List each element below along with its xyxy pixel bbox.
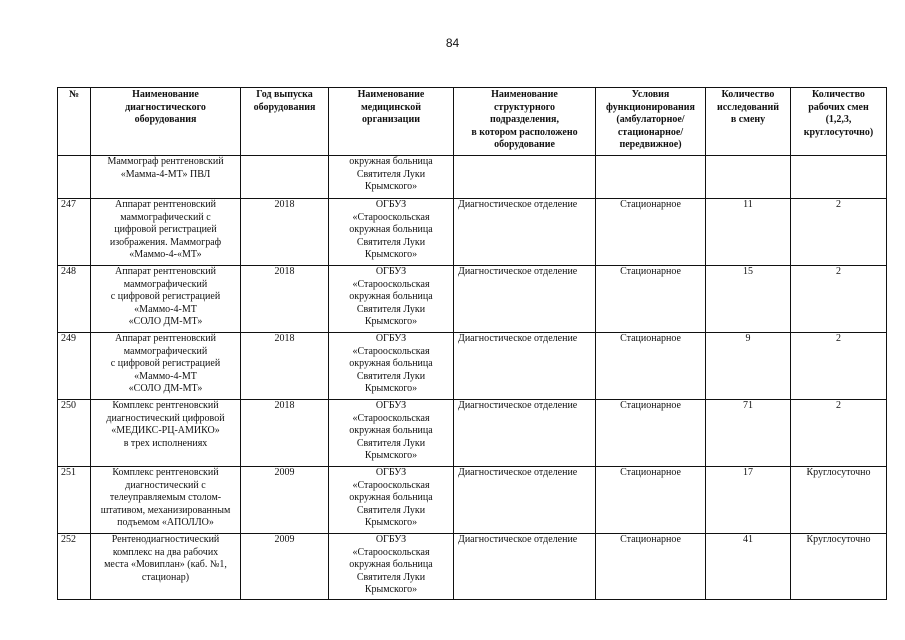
table-header-row xyxy=(58,88,887,156)
cell-count: 15 xyxy=(706,266,791,333)
header-organization: Наименование медицинской организации xyxy=(329,88,454,156)
cell-count: 71 xyxy=(706,400,791,467)
cell-conditions: Стационарное xyxy=(596,400,706,467)
cell-structure: Диагностическое отделение xyxy=(454,534,596,600)
cell-structure: Диагностическое отделение xyxy=(454,333,596,400)
cell-organization: ОГБУЗ «Старооскольская окружная больница Святителя Луки Крымского» xyxy=(329,199,454,266)
cell-equipment: Маммограф рентгеновский «Мамма-4-МТ» ПВЛ xyxy=(91,156,241,199)
cell-count xyxy=(706,156,791,199)
cell-organization: окружная больница Святителя Луки Крымского» xyxy=(329,156,454,199)
header-equipment: Наименование диагностического оборудования xyxy=(91,88,241,156)
cell-shifts: 2 xyxy=(791,199,887,266)
cell-organization: ОГБУЗ «Старооскольская окружная больница Святителя Луки Крымского» xyxy=(329,333,454,400)
cell-equipment: Комплекс рентгеновский диагностический цифровой «МЕДИКС-РЦ-АМИКО» в трех исполнениях xyxy=(91,400,241,467)
cell-conditions: Стационарное xyxy=(596,266,706,333)
cell-shifts: 2 xyxy=(791,400,887,467)
cell-count: 41 xyxy=(706,534,791,600)
cell-shifts: Круглосуточно xyxy=(791,467,887,534)
cell-year: 2018 xyxy=(241,400,329,467)
table-row xyxy=(58,467,887,534)
header-year: Год выпуска оборудования xyxy=(241,88,329,156)
cell-structure: Диагностическое отделение xyxy=(454,467,596,534)
cell-equipment: Рентенодиагностический комплекс на два рабочих места «Мовиплан» (каб. №1, стационар) xyxy=(91,534,241,600)
cell-count: 11 xyxy=(706,199,791,266)
header-structure: Наименование структурного подразделения, в котором расположено оборудование xyxy=(454,88,596,156)
table-row xyxy=(58,400,887,467)
cell-count: 17 xyxy=(706,467,791,534)
cell-organization: ОГБУЗ «Старооскольская окружная больница Святителя Луки Крымского» xyxy=(329,400,454,467)
cell-conditions xyxy=(596,156,706,199)
cell-conditions: Стационарное xyxy=(596,534,706,600)
cell-year: 2018 xyxy=(241,333,329,400)
cell-structure: Диагностическое отделение xyxy=(454,266,596,333)
equipment-table xyxy=(57,87,887,600)
cell-number: 251 xyxy=(58,467,91,534)
cell-year: 2009 xyxy=(241,467,329,534)
cell-count: 9 xyxy=(706,333,791,400)
cell-structure: Диагностическое отделение xyxy=(454,400,596,467)
header-conditions: Условия функционирования (амбулаторное/ стационарное/ передвижное) xyxy=(596,88,706,156)
cell-structure: Диагностическое отделение xyxy=(454,199,596,266)
cell-organization: ОГБУЗ «Старооскольская окружная больница Святителя Луки Крымского» xyxy=(329,534,454,600)
cell-year: 2018 xyxy=(241,266,329,333)
cell-organization: ОГБУЗ «Старооскольская окружная больница Святителя Луки Крымского» xyxy=(329,467,454,534)
cell-year: 2018 xyxy=(241,199,329,266)
table-row xyxy=(58,333,887,400)
cell-conditions: Стационарное xyxy=(596,467,706,534)
cell-equipment: Аппарат рентгеновский маммографический с цифровой регистрацией «Маммо-4-МТ «СОЛО ДМ-МТ» xyxy=(91,266,241,333)
cell-equipment: Аппарат рентгеновский маммографический с цифровой регистрацией «Маммо-4-МТ «СОЛО ДМ-МТ» xyxy=(91,333,241,400)
page-number: 84 xyxy=(445,36,460,50)
table-row xyxy=(58,156,887,199)
cell-number: 248 xyxy=(58,266,91,333)
header-shifts: Количество рабочих смен (1,2,3, круглосуточно) xyxy=(791,88,887,156)
cell-year: 2009 xyxy=(241,534,329,600)
cell-conditions: Стационарное xyxy=(596,333,706,400)
cell-organization: ОГБУЗ «Старооскольская окружная больница Святителя Луки Крымского» xyxy=(329,266,454,333)
table-row xyxy=(58,534,887,600)
cell-year xyxy=(241,156,329,199)
cell-shifts: Круглосуточно xyxy=(791,534,887,600)
cell-number: 247 xyxy=(58,199,91,266)
cell-number xyxy=(58,156,91,199)
cell-equipment: Аппарат рентгеновский маммографический с цифровой регистрацией изображения. Маммограф «Маммо-4-«МТ» xyxy=(91,199,241,266)
table-row xyxy=(58,199,887,266)
cell-shifts xyxy=(791,156,887,199)
cell-shifts: 2 xyxy=(791,333,887,400)
cell-structure xyxy=(454,156,596,199)
header-number: № xyxy=(58,88,91,156)
cell-number: 250 xyxy=(58,400,91,467)
header-count: Количество исследований в смену xyxy=(706,88,791,156)
table-row xyxy=(58,266,887,333)
cell-number: 252 xyxy=(58,534,91,600)
cell-number: 249 xyxy=(58,333,91,400)
cell-equipment: Комплекс рентгеновский диагностический с телеуправляемым столом- штативом, механизированным подъемом «АПОЛЛО» xyxy=(91,467,241,534)
cell-shifts: 2 xyxy=(791,266,887,333)
cell-conditions: Стационарное xyxy=(596,199,706,266)
